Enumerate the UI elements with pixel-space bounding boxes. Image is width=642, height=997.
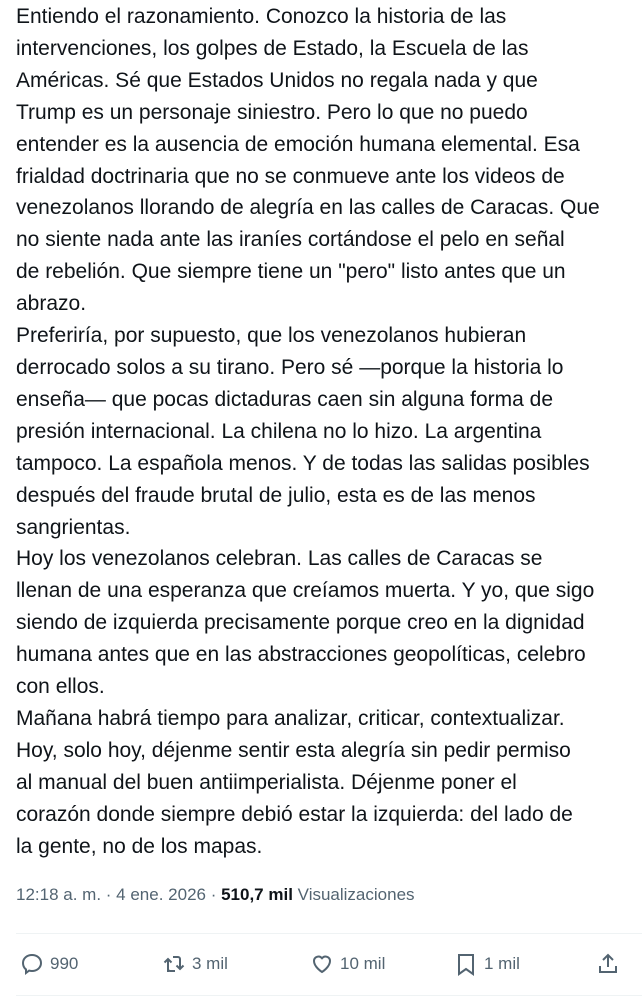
tweet-line: tampoco. La española menos. Y de todas las salidas posibles [16, 451, 590, 475]
repost-count: 3 mil [192, 954, 228, 973]
tweet-line: con ellos. [16, 675, 105, 699]
tweet-line: siendo de izquierda precisamente porque creo en la dignidad [16, 611, 585, 635]
tweet-line: enseña— que pocas dictaduras caen sin alguna forma de [16, 387, 554, 411]
tweet-line: presión internacional. La chilena no lo hizo. La argentina [16, 419, 542, 443]
bookmark-count: 1 mil [484, 954, 520, 973]
tweet-line: Trump es un personaje siniestro. Pero lo que no puedo [16, 100, 528, 124]
tweet-line: entender es la ausencia de emoción humana elemental. Esa [16, 132, 580, 156]
tweet-line: de rebelión. Que siempre tiene un "pero" listo antes que un [16, 260, 566, 284]
tweet-line: sangrientas. [16, 515, 131, 539]
tweet-line: venezolanos llorando de alegría en las calles de Caracas. Que [16, 196, 600, 220]
reply-icon [20, 952, 44, 976]
tweet-time[interactable]: 12:18 a. m. [16, 885, 102, 904]
tweet-line: corazón donde siempre debió estar la izquierda: del lado de [16, 802, 573, 826]
like-count: 10 mil [340, 954, 386, 973]
tweet-line: llenan de una esperanza que creíamos muerta. Y yo, que sigo [16, 579, 595, 603]
bookmark-button[interactable] [454, 948, 520, 980]
share-icon [596, 952, 620, 976]
divider [16, 995, 642, 996]
tweet-line: derrocado solos a su tirano. Pero sé —porque la historia lo [16, 355, 564, 379]
tweet-text [16, 1, 642, 862]
tweet-line: Hoy, solo hoy, déjenme sentir esta alegría sin pedir permiso [16, 738, 571, 762]
like-button[interactable] [310, 948, 385, 980]
tweet-line: después del fraude brutal de julio, esta es de las menos [16, 483, 536, 507]
divider [16, 933, 642, 934]
tweet-line: Mañana habrá tiempo para analizar, criticar, contextualizar. [16, 706, 565, 730]
views-label: Visualizaciones [297, 885, 415, 904]
repost-button[interactable] [162, 948, 228, 980]
views-count: 510,7 mil [221, 885, 293, 904]
tweet-line: intervenciones, los golpes de Estado, la Escuela de las [16, 36, 529, 60]
tweet-line: Américas. Sé que Estados Unidos no regala nada y que [16, 68, 538, 92]
separator: · [205, 885, 222, 904]
tweet-line: Preferiría, por supuesto, que los venezolanos hubieran [16, 324, 527, 348]
reply-count: 990 [50, 954, 79, 973]
tweet-line: al manual del buen antiimperialista. Déjenme poner el [16, 770, 517, 794]
heart-icon [310, 952, 334, 976]
share-button[interactable] [596, 948, 620, 980]
reply-button[interactable] [20, 948, 78, 980]
tweet-line: Hoy los venezolanos celebran. Las calles de Caracas se [16, 547, 543, 571]
action-bar [20, 948, 630, 980]
tweet-line: humana antes que en las abstracciones geopolíticas, celebro [16, 643, 586, 667]
tweet-line: la gente, no de los mapas. [16, 834, 263, 858]
tweet-date[interactable]: 4 ene. 2026 [116, 885, 206, 904]
tweet-line: no siente nada ante las iraníes cortándose el pelo en señal [16, 228, 565, 252]
separator: · [101, 885, 117, 904]
repost-icon [162, 952, 186, 976]
tweet-line: Entiendo el razonamiento. Conozco la historia de las [16, 5, 507, 28]
tweet-line: frialdad doctrinaria que no se conmueve ante los videos de [16, 164, 565, 188]
tweet-meta [16, 885, 415, 905]
bookmark-icon [454, 952, 478, 976]
tweet-line: abrazo. [16, 292, 87, 316]
